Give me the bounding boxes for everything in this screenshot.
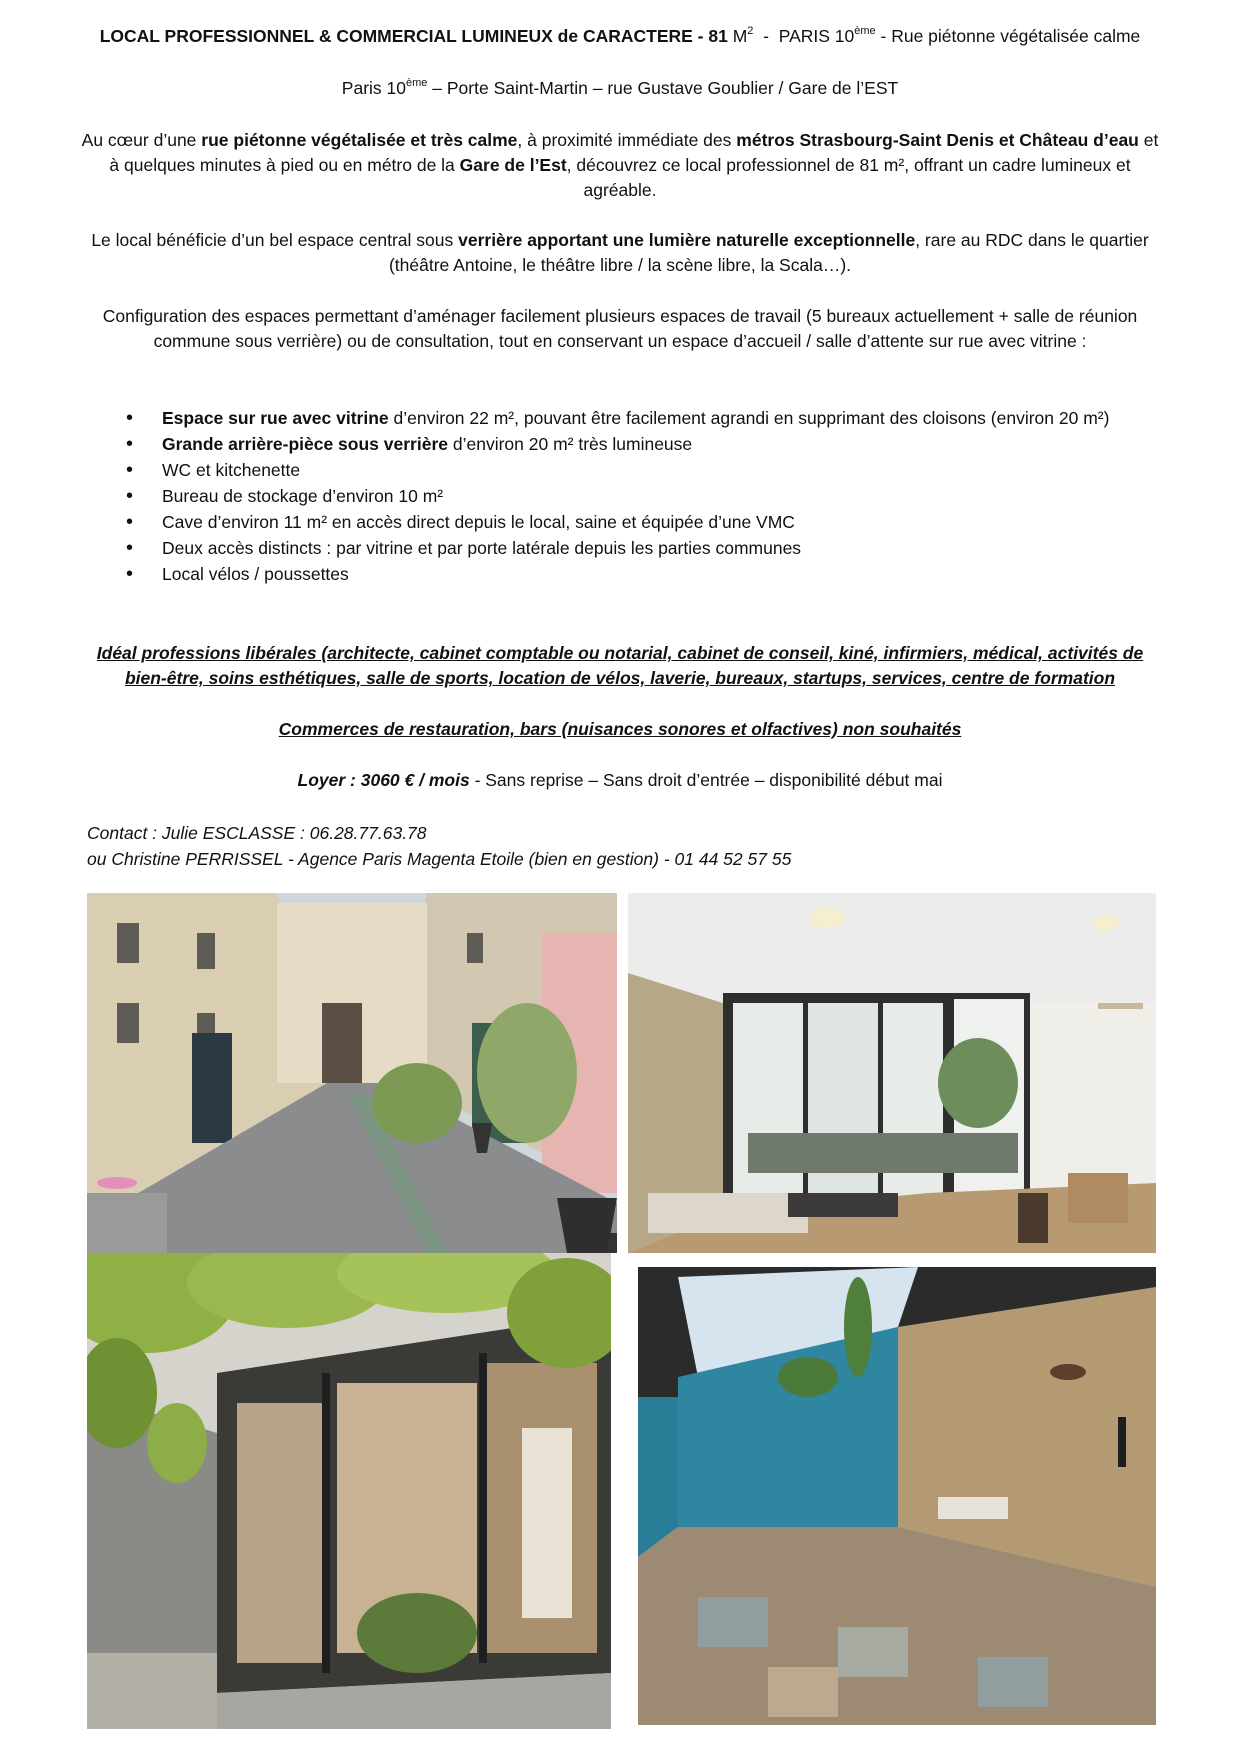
contact-line-2: ou Christine PERRISSEL - Agence Paris Magenta Etoile (bien en gestion) - 01 44 52 57 55 (87, 849, 792, 869)
feature-text: d’environ 22 m², pouvant être facilement agrandi en supprimant des cloisons (environ 20 m²) (388, 408, 1110, 428)
rent-line (80, 768, 1160, 793)
intro-paragraph-1 (80, 128, 1160, 203)
list-item (120, 562, 1160, 587)
not-wanted (80, 717, 1160, 742)
list-item (120, 510, 1160, 535)
intro-paragraph-2 (80, 228, 1160, 278)
rent-label: Loyer : 3060 € / mois (297, 770, 470, 790)
feature-text: Cave d’environ 11 m² en accès direct depuis le local, saine et équipée d’une VMC (162, 512, 795, 532)
list-item (120, 458, 1160, 483)
rent-rest: - Sans reprise – Sans droit d’entrée – disponibilité début mai (469, 770, 943, 790)
p1-text-c: , à proximité immédiate des (517, 130, 732, 150)
photo-storefront-foliage (87, 1253, 611, 1729)
intro-paragraph-3 (80, 304, 1160, 354)
ideal-professions (80, 641, 1160, 691)
photo-street (87, 893, 617, 1253)
feature-text: WC et kitchenette (162, 460, 301, 480)
feature-text: Local vélos / poussettes (162, 564, 349, 584)
title-unit: M (732, 26, 748, 46)
p1-bold-station: Gare de l’Est (459, 155, 567, 175)
contact-block (87, 820, 791, 872)
photo-interior-window (628, 893, 1156, 1253)
p2-bold-skylight: verrière apportant une lumière naturelle exceptionnelle (458, 230, 916, 250)
location-rest: – Porte Saint-Martin – rue Gustave Goublier / Gare de l’EST (432, 78, 899, 98)
feature-list (120, 406, 1160, 588)
list-item (120, 536, 1160, 561)
location-city-sup: ème (406, 77, 428, 89)
title-sep: - (763, 26, 769, 46)
list-item (120, 484, 1160, 509)
feature-text: d’environ 20 m² très lumineuse (448, 434, 693, 454)
list-item (120, 406, 1160, 431)
feature-bold: Espace sur rue avec vitrine (162, 408, 389, 428)
listing-title (80, 24, 1160, 49)
p1-text-g: , découvrez ce local professionnel de 81 m², offrant un cadre lumineux et agréable. (566, 155, 1131, 200)
p3-text: Configuration des espaces permettant d’aménager facilement plusieurs espaces de travail (5 bureaux actuellement + salle de réunion commune sous verrière) ou de consultation, tout en conservant un espace d’accueil / salle d’attente sur rue avec vitrine : (102, 306, 1138, 351)
feature-text: Bureau de stockage d’environ 10 m² (162, 486, 444, 506)
p2-text-c: , rare au RDC dans le quartier (théâtre Antoine, le théâtre libre / la scène libre, la Scala…). (388, 230, 1149, 275)
title-city: PARIS 10 (778, 26, 855, 46)
p1-bold-metro: métros Strasbourg-Saint Denis et Château d’eau (736, 130, 1139, 150)
list-item (120, 432, 1160, 457)
feature-bold: Grande arrière-pièce sous verrière (162, 434, 448, 454)
title-rest: - Rue piétonne végétalisée calme (880, 26, 1141, 46)
p2-text-a: Le local bénéficie d’un bel espace central sous (91, 230, 454, 250)
contact-line-1: Contact : Julie ESCLASSE : 06.28.77.63.78 (87, 823, 427, 843)
p1-text-e: et à quelques minutes à pied ou en métro de la (109, 130, 1159, 175)
title-unit-sup: 2 (747, 25, 754, 37)
not-wanted-text: Commerces de restauration, bars (nuisances sonores et olfactives) non souhaités (278, 719, 962, 739)
location-line (80, 76, 1160, 101)
title-bold: LOCAL PROFESSIONNEL & COMMERCIAL LUMINEUX de CARACTERE - 81 (99, 26, 728, 46)
p1-text-a: Au cœur d’une (81, 130, 197, 150)
location-city: Paris 10 (341, 78, 406, 98)
title-city-sup: ème (854, 25, 876, 37)
feature-text: Deux accès distincts : par vitrine et par porte latérale depuis les parties communes (162, 538, 802, 558)
ideal-text: Idéal professions libérales (architecte, cabinet comptable ou notarial, cabinet de conseil, kiné, infirmiers, médical, activités de bien-être, soins esthétiques, salle de sports, location de vélos, laverie, bureaux, startups, services, centre de formation (96, 643, 1144, 688)
photo-skylight-room (638, 1267, 1156, 1725)
p1-bold-street: rue piétonne végétalisée et très calme (201, 130, 518, 150)
